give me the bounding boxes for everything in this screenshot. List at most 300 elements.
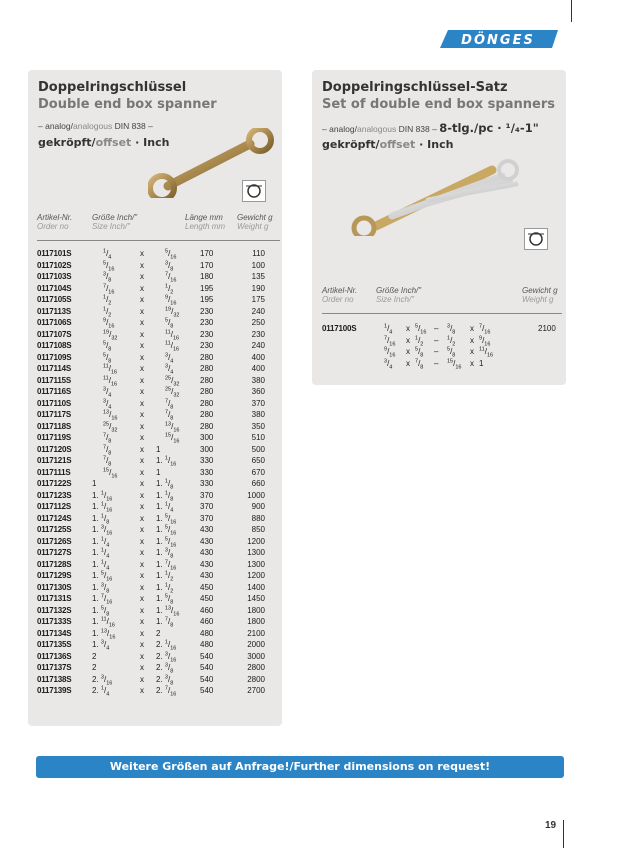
size-separator: x (140, 536, 144, 546)
order-no: 0117105S (37, 295, 72, 304)
size-b: 1. $^3/_8$ (156, 547, 174, 560)
weight-value: 1000 (247, 490, 265, 500)
table-row (37, 317, 280, 328)
length-value: 280 (200, 364, 214, 373)
spanner-set-panel (312, 70, 566, 385)
size-a: 1. $^5/_{16}$ (92, 570, 113, 583)
length-value: 300 (200, 444, 214, 454)
size-a: $^{11}/_{16}$ (103, 374, 118, 388)
set-header-weight: Gewicht g Weight g (522, 286, 558, 304)
order-no: 0117110S (37, 398, 71, 408)
weight-value: 1200 (247, 571, 265, 580)
weight-value: 1800 (247, 617, 265, 626)
order-no: 0117134S (37, 628, 72, 638)
order-no: 0117137S (37, 663, 72, 672)
order-no: 0117128S (37, 559, 72, 569)
order-no: 0117119S (37, 433, 71, 442)
weight-value: 1400 (247, 582, 265, 592)
length-value: 430 (200, 548, 214, 557)
size-separator: x (140, 260, 144, 270)
header-separator (37, 240, 280, 241)
set-weight: 2100 (538, 324, 556, 333)
length-value: 330 (200, 479, 214, 488)
length-value: 230 (200, 318, 214, 327)
order-no: 0117121S (37, 456, 72, 465)
size-b: $^7/_8$ (165, 397, 174, 411)
table-row (37, 260, 280, 271)
length-value: 330 (200, 456, 214, 465)
size-separator: x (140, 640, 144, 649)
weight-value: 360 (251, 387, 265, 396)
size-separator: x (140, 674, 144, 684)
length-value: 195 (200, 283, 214, 293)
weight-value: 240 (251, 341, 265, 350)
weight-value: 2000 (247, 640, 265, 649)
set-din-note: – analog/analogous DIN 838 – 8-tlg./pc · ¹/₄-1" (322, 121, 539, 135)
size-separator: x (140, 364, 144, 373)
set-size-line (384, 335, 524, 346)
length-value: 170 (200, 260, 214, 270)
weight-value: 175 (251, 295, 265, 304)
size-b: $^{11}/_{16}$ (165, 328, 180, 342)
header-weight: Gewicht g Weight g (237, 213, 273, 231)
order-no: 0117106S (37, 318, 72, 327)
size-b: $^3/_8$ (165, 259, 174, 273)
set-size-separator: – (434, 347, 439, 356)
set-profile-icon (524, 228, 548, 250)
weight-value: 380 (251, 375, 265, 385)
table-row (37, 547, 280, 558)
length-value: 430 (200, 559, 214, 569)
table-row (37, 352, 280, 363)
size-a: $^1/_4$ (103, 248, 112, 261)
size-b: 1. $^7/_{16}$ (156, 558, 177, 572)
size-a: 1. $^1/_4$ (92, 535, 110, 549)
table-row (37, 386, 280, 397)
length-value: 230 (200, 306, 214, 316)
weight-value: 370 (251, 398, 265, 408)
length-value: 480 (200, 640, 214, 649)
size-separator: x (140, 628, 144, 638)
size-a: 1. $^1/_8$ (92, 512, 110, 526)
size-d: 1 (479, 358, 484, 368)
length-value: 280 (200, 387, 214, 396)
size-b: $^1/_2$ (165, 282, 174, 296)
size-b: $^{13}/_{16}$ (165, 420, 180, 434)
size-a: $^5/_8$ (103, 351, 112, 365)
size-b: 1 (156, 467, 161, 477)
size-a: $^9/_{16}$ (384, 346, 396, 359)
size-b: 1 (156, 444, 161, 454)
table-row (37, 490, 280, 501)
table-row (37, 674, 280, 685)
order-no: 0117138S (37, 674, 72, 684)
order-no: 0117125S (37, 525, 72, 534)
order-no: 0117107S (37, 329, 72, 339)
weight-value: 190 (251, 283, 265, 293)
weight-value: 2800 (247, 663, 265, 672)
size-a: 1. $^7/_{16}$ (92, 593, 113, 606)
length-value: 540 (200, 663, 214, 672)
size-c: $^1/_2$ (447, 334, 456, 348)
panel-title-de: Doppelringschlüssel (38, 80, 187, 95)
size-d: $^9/_{16}$ (479, 334, 491, 348)
order-no: 0117117S (37, 410, 71, 419)
size-separator: x (140, 513, 144, 523)
size-b: 1. $^5/_8$ (156, 593, 174, 606)
size-separator: x (140, 352, 144, 362)
table-row (37, 375, 280, 386)
weight-value: 110 (252, 249, 265, 258)
size-separator: x (140, 341, 144, 350)
svg-text:DÖNGES: DÖNGES (461, 33, 535, 48)
table-row (37, 570, 280, 581)
size-a: 1. $^5/_8$ (92, 604, 110, 618)
table-row (37, 582, 280, 593)
size-separator: x (140, 467, 144, 477)
length-value: 230 (200, 329, 214, 339)
set-type-label: gekröpft/offset · Inch (322, 138, 454, 151)
size-a: 2. $^3/_{16}$ (92, 673, 113, 687)
length-value: 460 (200, 617, 214, 626)
size-b: $^{11}/_{16}$ (165, 340, 180, 353)
order-no: 0117139S (37, 686, 72, 695)
size-b: 1. $^1/_2$ (156, 581, 174, 595)
size-a: $^1/_4$ (384, 323, 393, 336)
table-row (37, 294, 280, 305)
length-value: 430 (200, 571, 214, 580)
size-b: 1. $^1/_4$ (156, 501, 174, 514)
size-b: $^5/_8$ (165, 317, 174, 330)
size-b: 2. $^7/_{16}$ (156, 685, 177, 698)
size-separator: x (140, 651, 144, 661)
size-b: $^3/_4$ (165, 363, 174, 376)
size-separator: x (140, 663, 144, 672)
length-value: 230 (200, 341, 214, 350)
table-row (37, 467, 280, 478)
table-row (37, 662, 280, 673)
size-a: $^{13}/_{16}$ (103, 409, 118, 422)
length-value: 370 (200, 513, 214, 523)
weight-value: 240 (251, 306, 265, 316)
length-value: 480 (200, 628, 214, 638)
size-b: $^{19}/_{32}$ (165, 305, 180, 319)
order-no: 0117132S (37, 605, 72, 615)
order-no: 0117127S (37, 548, 72, 557)
size-d: $^{11}/_{16}$ (479, 346, 494, 359)
size-a: 1. $^1/_4$ (92, 547, 110, 560)
size-b: $^7/_8$ (415, 357, 424, 371)
length-value: 430 (200, 536, 214, 546)
size-b: 2. $^3/_8$ (156, 662, 174, 675)
length-value: 370 (200, 502, 214, 511)
set-size-separator: x (470, 347, 474, 356)
table-row (37, 329, 280, 340)
length-value: 300 (200, 433, 214, 442)
set-title-en: Set of double end box spanners (322, 97, 555, 112)
table-row (37, 444, 280, 455)
order-no: 0117130S (37, 582, 72, 592)
order-no: 0117111S (37, 467, 71, 477)
order-no: 0117101S (37, 249, 72, 258)
header-size: Größe Inch/" Size Inch/" (92, 213, 138, 231)
length-value: 280 (200, 421, 214, 431)
set-size-separator: – (434, 335, 439, 345)
size-c: $^{15}/_{16}$ (447, 357, 462, 371)
size-a: $^7/_8$ (103, 455, 112, 468)
size-a: 1 (92, 479, 97, 488)
weight-value: 850 (251, 525, 265, 534)
weight-value: 2100 (247, 628, 265, 638)
table-row (37, 559, 280, 570)
weight-value: 670 (251, 467, 265, 477)
size-separator: x (140, 272, 144, 281)
size-b: $^9/_{16}$ (165, 294, 177, 307)
length-value: 540 (200, 651, 214, 661)
size-a: 2. $^1/_4$ (92, 685, 110, 698)
size-a: $^3/_8$ (103, 271, 112, 284)
size-separator: x (140, 421, 144, 431)
weight-value: 135 (251, 272, 265, 281)
table-row (37, 421, 280, 432)
size-separator: x (140, 295, 144, 304)
set-size-separator: x (406, 347, 410, 356)
size-separator: x (140, 594, 144, 603)
weight-value: 500 (251, 444, 265, 454)
size-separator: x (140, 559, 144, 569)
size-b: 1. $^5/_{16}$ (156, 535, 177, 549)
weight-value: 400 (251, 364, 265, 373)
weight-value: 1300 (247, 548, 265, 557)
size-b: 1. $^{13}/_{16}$ (156, 604, 180, 618)
table-row (37, 271, 280, 282)
order-no: 0117136S (37, 651, 72, 661)
size-a: 1. $^3/_8$ (92, 581, 110, 595)
size-separator: x (140, 571, 144, 580)
length-value: 280 (200, 352, 214, 362)
weight-value: 1450 (247, 594, 265, 603)
size-separator: x (140, 398, 144, 408)
size-a: $^7/_8$ (103, 432, 112, 445)
size-a: $^7/_{16}$ (103, 282, 115, 296)
order-no: 0117122S (37, 479, 72, 488)
size-separator: x (140, 249, 144, 258)
table-row (37, 363, 280, 374)
size-a: $^7/_8$ (103, 443, 112, 457)
order-no: 0117115S (37, 375, 71, 385)
weight-value: 1300 (247, 559, 265, 569)
weight-value: 880 (251, 513, 265, 523)
weight-value: 900 (251, 502, 265, 511)
further-dimensions-note: Weitere Größen auf Anfrage!/Further dimensions on request! (36, 756, 564, 778)
length-value: 540 (200, 686, 214, 695)
table-row (37, 685, 280, 696)
table-row (37, 340, 280, 351)
set-size-line (384, 358, 524, 369)
set-size-line (384, 346, 524, 357)
size-a: $^3/_4$ (103, 397, 112, 411)
header-length: Länge mm Length mm (185, 213, 226, 231)
din-note: – analog/analogous DIN 838 – (38, 121, 153, 131)
table-row (37, 524, 280, 535)
weight-value: 3000 (247, 651, 265, 661)
set-header-separator (322, 313, 562, 314)
size-separator: x (140, 306, 144, 316)
table-row (37, 409, 280, 420)
size-d: $^7/_{16}$ (479, 323, 491, 336)
size-separator: x (140, 375, 144, 385)
set-size-separator: – (434, 324, 439, 333)
size-a: 1. $^1/_{16}$ (92, 489, 113, 503)
size-b: $^5/_8$ (415, 346, 424, 359)
size-a: $^{25}/_{32}$ (103, 420, 118, 434)
order-no: 0117113S (37, 306, 71, 316)
panel-title-en: Double end box spanner (38, 97, 217, 112)
order-no: 0117135S (37, 640, 72, 649)
size-b: 1. $^5/_{16}$ (156, 512, 177, 526)
weight-value: 1800 (247, 605, 265, 615)
set-size-separator: – (434, 358, 439, 368)
size-b: $^{25}/_{32}$ (165, 386, 180, 399)
table-row (37, 513, 280, 524)
weight-value: 250 (251, 318, 265, 327)
size-separator: x (140, 582, 144, 592)
size-separator: x (140, 410, 144, 419)
order-no: 0117126S (37, 536, 72, 546)
length-value: 370 (200, 490, 214, 500)
size-a: $^7/_{16}$ (384, 334, 396, 348)
size-a: 1. $^1/_4$ (92, 558, 110, 572)
set-order-no: 0117100S (322, 324, 357, 333)
length-value: 280 (200, 375, 214, 385)
order-no: 0117133S (37, 617, 72, 626)
order-no: 0117124S (37, 513, 72, 523)
size-separator: x (140, 318, 144, 327)
size-a: $^1/_2$ (103, 294, 112, 307)
order-no: 0117114S (37, 364, 71, 373)
size-b: $^5/_{16}$ (165, 248, 177, 261)
type-label: gekröpft/offset · Inch (38, 136, 170, 149)
set-size-separator: x (406, 358, 410, 368)
table-row (37, 455, 280, 466)
weight-value: 100 (251, 260, 265, 270)
length-value: 330 (200, 467, 214, 477)
length-value: 450 (200, 582, 214, 592)
top-edge-line (571, 0, 572, 22)
size-separator: x (140, 283, 144, 293)
weight-value: 230 (251, 329, 265, 339)
size-a: 1. $^1/_{16}$ (92, 501, 113, 514)
size-separator: x (140, 605, 144, 615)
length-value: 280 (200, 410, 214, 419)
size-separator: x (140, 548, 144, 557)
size-b: 1. $^1/_2$ (156, 570, 174, 583)
set-title-de: Doppelringschlüssel-Satz (322, 80, 508, 95)
weight-value: 350 (251, 421, 265, 431)
size-a: $^{11}/_{16}$ (103, 363, 118, 376)
size-b: 1. $^1/_{16}$ (156, 455, 177, 468)
set-size-separator: x (406, 324, 410, 333)
order-no: 0117102S (37, 260, 72, 270)
size-separator: x (140, 387, 144, 396)
set-size-separator: x (470, 358, 474, 368)
size-a: 1. $^{11}/_{16}$ (92, 616, 115, 629)
table-row (37, 248, 280, 259)
size-b: 2. $^3/_8$ (156, 673, 174, 687)
size-b: 1. $^1/_8$ (156, 478, 174, 491)
header-order-no: Artikel-Nr. Order no (37, 213, 73, 231)
weight-value: 380 (251, 410, 265, 419)
length-value: 180 (200, 272, 214, 281)
spanner-set-image (332, 156, 532, 236)
size-separator: x (140, 525, 144, 534)
table-row (37, 398, 280, 409)
size-separator: x (140, 479, 144, 488)
weight-value: 660 (251, 479, 265, 488)
size-separator: x (140, 686, 144, 695)
set-header-order-no: Artikel-Nr. Order no (322, 286, 358, 304)
size-b: 2. $^3/_{16}$ (156, 650, 177, 664)
table-row (37, 432, 280, 443)
order-no: 0117120S (37, 444, 72, 454)
table-row (37, 651, 280, 662)
weight-value: 400 (251, 352, 265, 362)
size-a: 1. $^{13}/_{16}$ (92, 627, 116, 641)
table-row (37, 605, 280, 616)
order-no: 0117116S (37, 387, 71, 396)
size-a: 1. $^3/_4$ (92, 639, 110, 652)
size-a: $^3/_4$ (103, 386, 112, 399)
size-a: 2 (92, 651, 97, 661)
table-row (37, 501, 280, 512)
size-b: 1. $^7/_8$ (156, 616, 174, 629)
size-separator: x (140, 444, 144, 454)
order-no: 0117112S (37, 502, 71, 511)
length-value: 430 (200, 525, 214, 534)
page-number: 19 (545, 820, 557, 831)
size-a: $^1/_2$ (103, 305, 112, 319)
weight-value: 2700 (247, 686, 265, 695)
size-separator: x (140, 617, 144, 626)
table-row (37, 616, 280, 627)
size-b: $^5/_{16}$ (415, 323, 427, 336)
order-no: 0117123S (37, 490, 72, 500)
offset-profile-icon (242, 180, 266, 202)
length-value: 280 (200, 398, 214, 408)
size-a: $^5/_{16}$ (103, 259, 115, 273)
size-a: $^3/_4$ (384, 357, 393, 371)
size-a: $^{19}/_{32}$ (103, 328, 118, 342)
order-no: 0117131S (37, 594, 72, 603)
length-value: 170 (200, 249, 214, 258)
table-row (37, 639, 280, 650)
size-c: $^5/_8$ (447, 346, 456, 359)
length-value: 540 (200, 674, 214, 684)
weight-value: 1200 (247, 536, 265, 546)
size-separator: x (140, 502, 144, 511)
weight-value: 510 (251, 433, 265, 442)
length-value: 460 (200, 605, 214, 615)
order-no: 0117129S (37, 571, 72, 580)
size-separator: x (140, 490, 144, 500)
table-row (37, 628, 280, 639)
set-header-size: Größe Inch/" Size Inch/" (376, 286, 422, 304)
weight-value: 2800 (247, 674, 265, 684)
order-no: 0117109S (37, 352, 72, 362)
table-row (37, 306, 280, 317)
size-separator: x (140, 433, 144, 442)
length-value: 195 (200, 295, 214, 304)
